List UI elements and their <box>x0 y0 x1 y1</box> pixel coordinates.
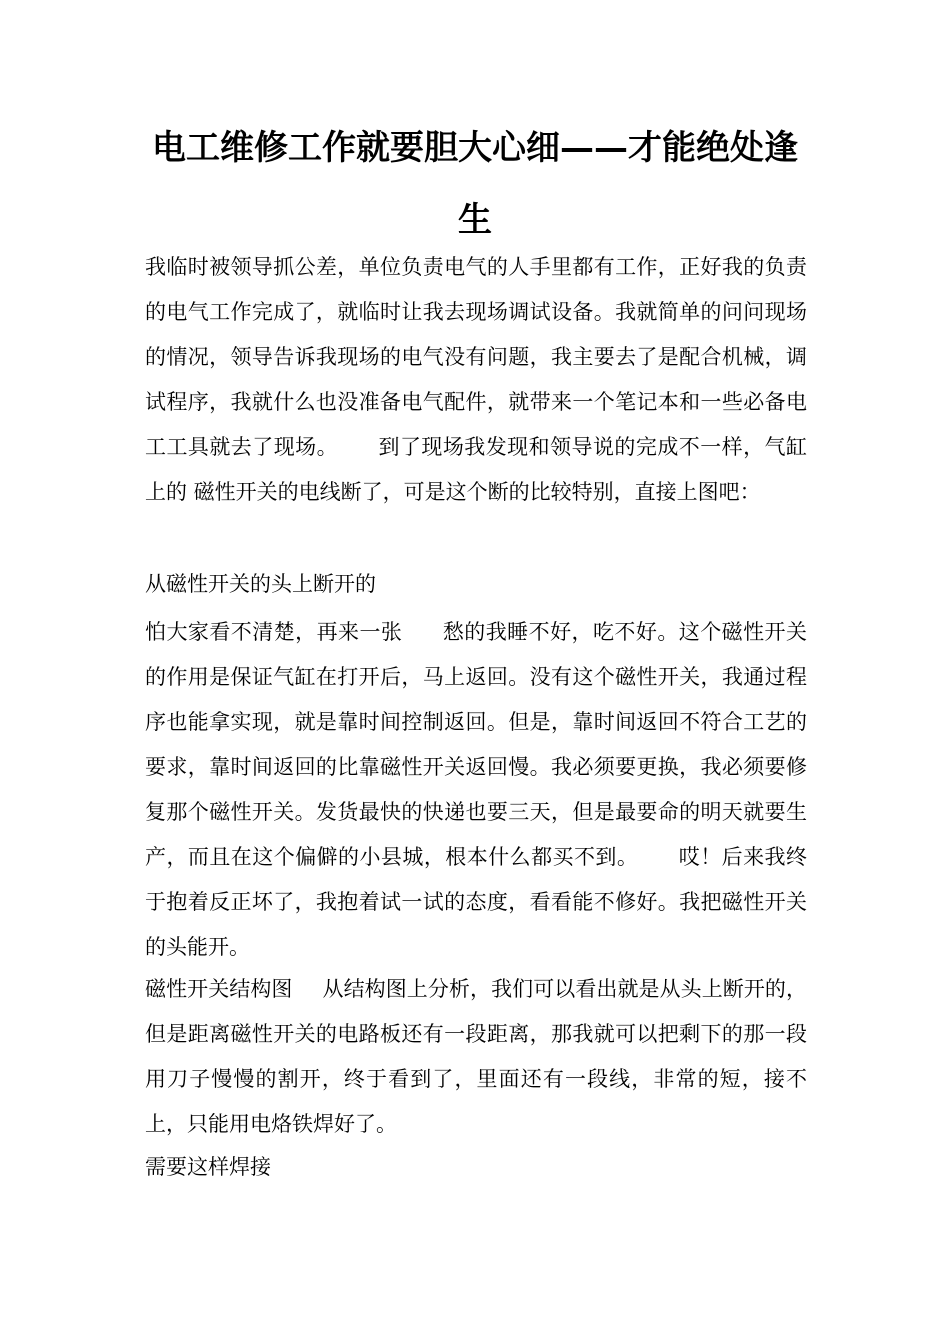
image-caption-2: 需要这样焊接 <box>145 1155 271 1179</box>
paragraph-2-part-b: 愁的我睡不好，吃不好。这个磁性开关的作用是保证气缸在打开后，马上返回。没有这个磁性开关，我通过程序也能拿实现，就是靠时间控制返回。但是，靠时间返回不符合工艺的要求，靠时间返回的比靠磁性开关返回慢。我必须要更换，我必须要修复那个磁性开关。发货最快的快递也要三天，但是最要命的明天就要生产，而且在这个偏僻的小县城，根本什么都买不到。 <box>145 620 808 869</box>
paragraph-1-part-a: 我临时被领导抓公差，单位负责电气的人手里都有工作，正好我的负责的电气工作完成了，就临时让我去现场调试设备。我就简单的问问现场的情况，领导告诉我现场的电气没有问题，我主要去了是配合机械，调试程序，我就什么也没准备电气配件，就带来一个笔记本和一些必备电工工具就去了现场。 <box>145 255 807 459</box>
paragraph-1-part-b: 到了现场我发现和领导说的完成不一样，气缸上的 磁性开关的电线断了，可是这个断的比较特别，直接上图吧： <box>145 435 808 504</box>
paragraph-3-part-a: 磁性开关结构图 <box>145 977 293 1001</box>
paragraph-2-part-c: 哎！后来我终于抱着反正坏了，我抱着试一试的态度，看看能不修好。我把磁性开关的头能开。 <box>145 845 808 959</box>
paragraph-3-part-b: 从结构图上分析，我们可以看出就是从头上断开的，但是距离磁性开关的电路板还有一段距离，那我就可以把剩下的那一段用刀子慢慢的割开，终于看到了，里面还有一段线，非常的短，接不上，只能用电烙铁焊好了。 <box>145 977 807 1136</box>
document-title: 电工维修工作就要胆大心细——才能绝处逢生 <box>152 128 798 240</box>
paragraph-2-part-a: 怕大家看不清楚，再来一张 <box>145 620 403 644</box>
image-caption-1: 从磁性开关的头上断开的 <box>145 572 376 596</box>
body-paragraph-1 <box>145 245 807 515</box>
body-paragraph-3 <box>145 967 807 1147</box>
body-paragraph-2 <box>145 610 807 970</box>
